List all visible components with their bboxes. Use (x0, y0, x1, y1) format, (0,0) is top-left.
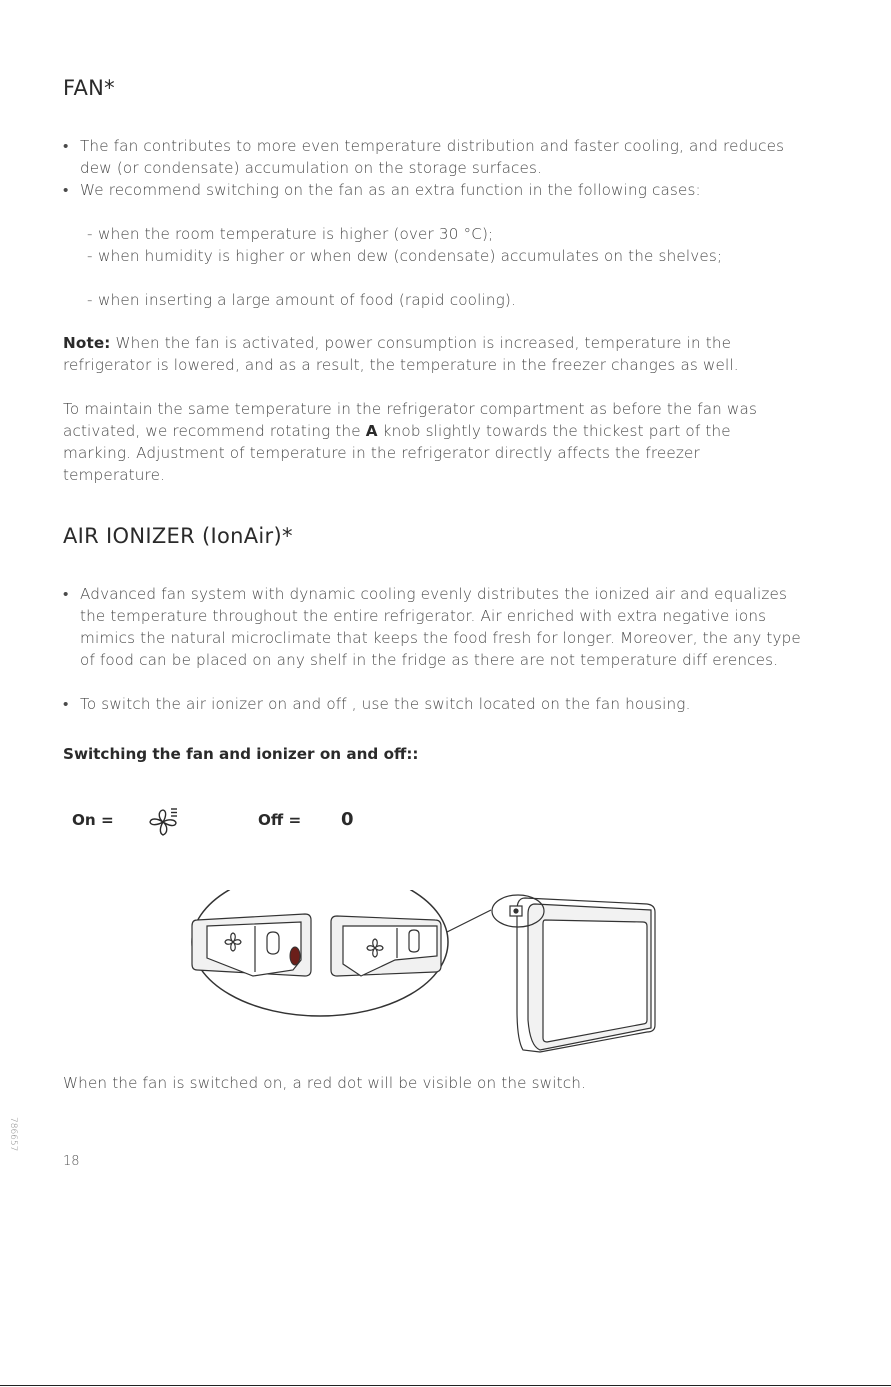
red-dot-indicator (290, 947, 300, 965)
switch-caption: When the fan is switched on, a red dot will be visible on the switch. (63, 1074, 586, 1092)
bullet-dot: • (63, 137, 69, 155)
fan-knob-paragraph (63, 398, 803, 486)
ionizer-bullet-1-text: Advanced fan system with dynamic cooling evenly distributes the ionized air and equalizes the temperature throughout the entire refrigerator. Air enriched with extra negative ions mimics the natural microclimate that keeps the food fresh for longer. Moreover, the any type of food can be placed on any shelf in the fridge as there are not temperature diff erences. (80, 585, 801, 669)
case-dash: - (87, 247, 93, 265)
ionizer-section-title: AIR IONIZER (IonAir)* (63, 524, 293, 548)
page-number: 18 (63, 1154, 80, 1169)
fan-housing (492, 895, 655, 1052)
note-text: When the fan is activated, power consumption is increased, temperature in the refrigerator is lowered, and as a result, the temperature in the freezer changes as well. (63, 334, 739, 374)
bottom-rule (0, 1385, 891, 1386)
fan-bullet-2-text: We recommend switching on the fan as an extra function in the following cases: (80, 181, 701, 199)
fan-section-title: FAN* (63, 76, 115, 100)
switch-off-position (331, 916, 441, 976)
bullet-dot: • (63, 695, 69, 713)
knob-paragraph-after: knob slightly towards the thickest part of the marking. Adjustment of temperature in the refrigerator directly affects the freezer temperature. (63, 422, 731, 484)
note-label: Note: (63, 334, 111, 352)
fan-note (63, 332, 803, 376)
fan-case-1 (87, 223, 787, 245)
bullet-dot: • (63, 181, 69, 199)
on-label: On = (72, 811, 114, 829)
fan-bullet-2 (63, 179, 803, 201)
callout-line (447, 910, 491, 932)
knob-letter: A (365, 422, 378, 440)
fan-case-3 (87, 289, 787, 311)
off-symbol: 0 (341, 809, 354, 830)
fan-case-3-text: when inserting a large amount of food (rapid cooling). (98, 291, 516, 309)
fan-bullet-1 (63, 135, 803, 179)
fan-case-1-text: when the room temperature is higher (over 30 °C); (98, 225, 494, 243)
switch-illustration (185, 890, 665, 1060)
case-dash: - (87, 225, 93, 243)
ionizer-bullet-2-text: To switch the air ionizer on and off , use the switch located on the fan housing. (80, 695, 691, 713)
ionizer-bullet-2 (63, 693, 803, 715)
switching-heading: Switching the fan and ionizer on and off:: (63, 745, 419, 763)
document-code: 786657 (8, 1117, 18, 1152)
fan-case-2-text: when humidity is higher or when dew (condensate) accumulates on the shelves; (98, 247, 723, 265)
fan-icon (146, 805, 182, 841)
switch-on-position (192, 914, 311, 976)
fan-case-2 (87, 245, 787, 267)
knob-paragraph-before: To maintain the same temperature in the refrigerator compartment as before the fan was activated, we recommend rotating the (63, 400, 758, 440)
off-label: Off = (258, 811, 302, 829)
case-dash: - (87, 291, 93, 309)
ionizer-bullet-1 (63, 583, 803, 671)
bullet-dot: • (63, 585, 69, 603)
fan-bullet-1-text: The fan contributes to more even temperature distribution and faster cooling, and reduces dew (or condensate) accumulation on the storage surfaces. (80, 137, 785, 177)
